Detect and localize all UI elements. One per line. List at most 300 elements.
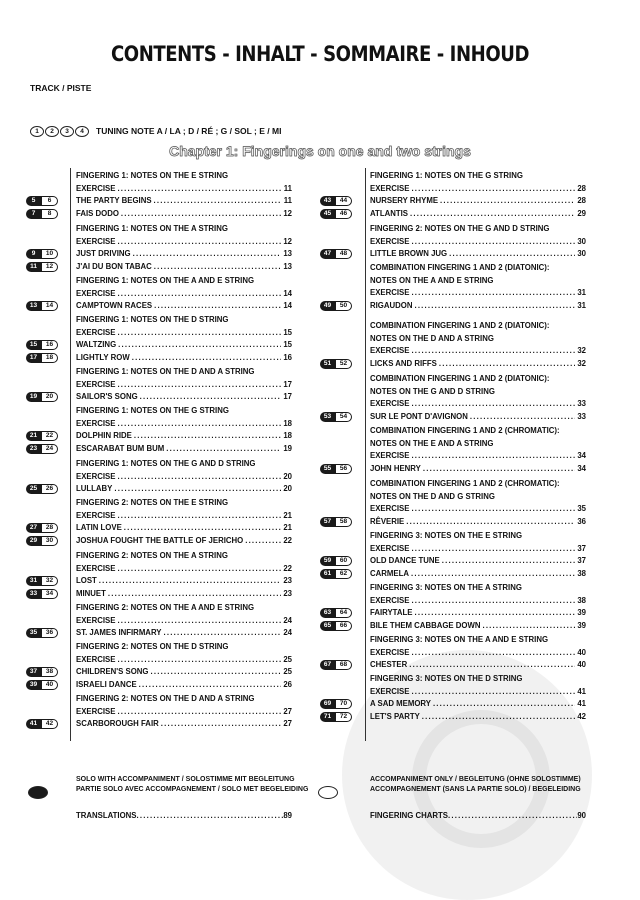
section-heading: FINGERING 1: NOTES ON THE G STRING	[76, 406, 229, 415]
entry-page: 30	[577, 249, 586, 258]
section-heading: FINGERING 1: NOTES ON THE D AND A STRING	[76, 367, 255, 376]
toc-section	[323, 673, 586, 723]
solo-track-number: 59	[320, 556, 335, 566]
accompaniment-track-number: 14	[41, 301, 58, 311]
leader-dots	[411, 450, 575, 463]
solo-track-number: 71	[320, 712, 335, 722]
toc-entry[interactable]	[31, 208, 292, 221]
solo-track-number: 11	[26, 262, 41, 272]
leader-dots	[124, 522, 282, 535]
accompaniment-track-number: 60	[335, 556, 352, 566]
tuning-note-text: TUNING NOTE A / LA ; D / RÉ ; G / SOL ; E / MI	[96, 126, 282, 136]
entry-page: 18	[283, 418, 292, 428]
entry-page: 20	[283, 471, 292, 481]
toc-section	[323, 634, 586, 672]
track-badge	[320, 196, 352, 206]
entry-title: BILE THEM CABBAGE DOWN	[370, 620, 481, 630]
leader-dots	[108, 588, 281, 601]
entry-title: EXERCISE	[370, 504, 410, 513]
toc-section	[323, 373, 586, 423]
toc-entry-translations[interactable]	[76, 810, 292, 822]
solo-track-number: 9	[26, 249, 41, 259]
track-badge	[320, 608, 352, 618]
entry-title: J'AI DU BON TABAC	[76, 261, 152, 271]
entry-title: EXERCISE	[76, 471, 116, 481]
toc-entry[interactable]	[31, 248, 292, 261]
leader-dots	[411, 595, 575, 608]
section-heading: FINGERING 3: NOTES ON THE A AND E STRING	[370, 635, 549, 644]
toc-section	[29, 641, 292, 691]
accompaniment-oval-icon	[318, 786, 338, 799]
toc-entry-fingering-charts[interactable]	[370, 810, 586, 822]
solo-track-number: 21	[26, 431, 41, 441]
track-badge	[320, 699, 352, 709]
accompaniment-track-number: 18	[41, 353, 58, 363]
entry-page: 37	[577, 543, 586, 553]
toc-section	[29, 275, 292, 313]
leader-dots	[139, 679, 282, 692]
solo-track-number: 51	[320, 359, 335, 369]
track-badge	[26, 719, 58, 729]
entry-page: 41	[577, 699, 586, 708]
track-badge	[320, 712, 352, 722]
entry-page: 11	[283, 196, 292, 205]
entry-title: EXERCISE	[370, 183, 410, 193]
entry-page: 15	[283, 340, 292, 349]
toc-entry[interactable]	[370, 450, 586, 463]
toc-entry[interactable]	[76, 654, 292, 667]
toc-section	[29, 550, 292, 600]
toc-entry[interactable]	[370, 503, 586, 516]
entry-page: 27	[283, 706, 292, 716]
toc-entry[interactable]	[29, 430, 292, 443]
entry-page: 18	[283, 431, 292, 440]
toc-entry[interactable]	[29, 443, 292, 456]
toc-section	[29, 497, 292, 547]
accompaniment-track-number: 36	[41, 628, 58, 638]
leader-dots	[482, 620, 575, 633]
legend-accompaniment	[370, 775, 581, 795]
entry-page: 30	[577, 236, 586, 246]
entry-title: EXERCISE	[370, 451, 410, 460]
entry-title: DOLPHIN RIDE	[76, 431, 132, 440]
toc-entry[interactable]	[29, 483, 292, 496]
leader-dots	[411, 686, 575, 699]
section-heading: FINGERING 1: NOTES ON THE A STRING	[76, 224, 228, 233]
section-heading: NOTES ON THE E AND A STRING	[370, 438, 494, 448]
leader-dots	[117, 288, 281, 301]
toc-entry[interactable]	[370, 686, 586, 699]
entry-title: EXERCISE	[76, 183, 116, 193]
toc-entry[interactable]	[76, 418, 292, 431]
entry-page: 21	[283, 523, 292, 532]
solo-track-number: 55	[320, 464, 335, 474]
entry-title: EXERCISE	[76, 615, 116, 625]
accompaniment-track-number: 48	[335, 249, 352, 259]
chapter-heading: Chapter 1: Fingerings on one and two strings	[169, 143, 471, 159]
toc-entry[interactable]	[323, 516, 586, 529]
leader-dots	[409, 659, 575, 672]
accompaniment-track-number: 10	[41, 249, 58, 259]
leader-dots	[414, 607, 575, 620]
entry-title: EXERCISE	[370, 288, 410, 297]
section-heading: FINGERING 2: NOTES ON THE E STRING	[76, 498, 229, 507]
accompaniment-track-number: 44	[335, 196, 352, 206]
track-number: 2	[45, 126, 59, 137]
leader-dots	[163, 627, 281, 640]
track-badge	[26, 340, 58, 350]
accompaniment-track-number: 56	[335, 464, 352, 474]
entry-page: 14	[283, 301, 292, 310]
entry-title: RIGAUDON	[370, 300, 413, 310]
entry-page: 33	[577, 411, 586, 421]
entry-title: EXERCISE	[76, 563, 116, 573]
solo-track-number: 39	[26, 680, 41, 690]
leader-dots	[442, 555, 576, 568]
toc-entry[interactable]	[29, 300, 292, 313]
toc-entry[interactable]	[29, 679, 292, 692]
toc-entry[interactable]	[76, 563, 292, 576]
leader-dots	[117, 563, 281, 576]
accompaniment-track-number: 70	[335, 699, 352, 709]
solo-track-number: 41	[26, 719, 41, 729]
track-badge	[26, 392, 58, 402]
toc-section	[323, 478, 586, 528]
leader-dots	[117, 706, 281, 719]
toc-section	[323, 262, 586, 312]
toc-entry[interactable]	[370, 236, 586, 249]
toc-entry[interactable]	[323, 607, 586, 620]
entry-page: 89	[283, 811, 292, 820]
solo-track-number: 15	[26, 340, 41, 350]
entry-title: EXERCISE	[76, 288, 116, 298]
toc-section	[323, 170, 586, 220]
entry-title: THE PARTY BEGINS	[76, 196, 152, 205]
entry-title: CHESTER	[370, 660, 408, 669]
legend-line: PARTIE SOLO AVEC ACCOMPAGNEMENT / SOLO MET BEGELEIDING	[76, 786, 309, 793]
accompaniment-track-number: 62	[335, 569, 352, 579]
toc-entry[interactable]	[76, 510, 292, 523]
leader-dots	[134, 430, 281, 443]
track-number: 4	[75, 126, 89, 137]
leader-dots	[117, 236, 281, 249]
leader-dots	[411, 183, 575, 196]
leader-dots	[411, 398, 575, 411]
leader-dots	[154, 300, 281, 313]
solo-track-number: 25	[26, 484, 41, 494]
toc-entry[interactable]	[76, 288, 292, 301]
entry-page: 42	[577, 711, 586, 721]
entry-page: 12	[283, 208, 292, 218]
entry-page: 28	[577, 183, 586, 193]
leader-dots	[411, 236, 575, 249]
leader-dots	[414, 300, 575, 313]
accompaniment-track-number: 24	[41, 444, 58, 454]
toc-entry[interactable]	[76, 327, 292, 340]
accompaniment-track-number: 28	[41, 523, 58, 533]
entry-title: EXERCISE	[76, 418, 116, 428]
solo-track-number: 33	[26, 589, 41, 599]
leader-dots	[411, 568, 575, 581]
toc-section	[323, 425, 586, 475]
solo-track-number: 7	[26, 209, 41, 219]
section-heading: FINGERING 1: NOTES ON THE A AND E STRING	[76, 276, 255, 285]
toc-entry[interactable]	[76, 471, 292, 484]
track-badge	[26, 484, 58, 494]
entry-title: FAIS DODO	[76, 208, 119, 218]
section-heading: COMBINATION FINGERING 1 AND 2 (CHROMATIC):	[370, 426, 560, 435]
entry-page: 25	[283, 654, 292, 664]
toc-entry[interactable]	[323, 463, 586, 476]
solo-track-number: 5	[26, 196, 41, 206]
section-heading: FINGERING 2: NOTES ON THE D STRING	[76, 642, 229, 651]
solo-track-number: 35	[26, 628, 41, 638]
toc-entry[interactable]	[323, 711, 586, 724]
section-heading: FINGERING 2: NOTES ON THE A STRING	[76, 551, 228, 560]
entry-title: EXERCISE	[370, 595, 410, 605]
entry-title: ISRAELI DANCE	[76, 679, 137, 689]
entry-page: 24	[283, 615, 292, 625]
entry-page: 38	[577, 568, 586, 578]
accompaniment-track-number: 12	[41, 262, 58, 272]
leader-dots	[470, 411, 575, 424]
accompaniment-track-number: 46	[335, 209, 352, 219]
section-heading: COMBINATION FINGERING 1 AND 2 (DIATONIC):	[370, 321, 550, 330]
toc-entry[interactable]	[370, 287, 586, 300]
entry-title: LITTLE BROWN JUG	[370, 249, 448, 258]
entry-title: JOHN HENRY	[370, 463, 421, 473]
leader-dots	[140, 391, 282, 404]
accompaniment-track-number: 42	[41, 719, 58, 729]
track-badge	[26, 576, 58, 586]
toc-section	[29, 314, 292, 364]
solo-track-number: 67	[320, 660, 335, 670]
accompaniment-track-number: 68	[335, 660, 352, 670]
column-divider	[365, 168, 366, 741]
entry-title: EXERCISE	[370, 236, 410, 246]
solo-track-number: 57	[320, 517, 335, 527]
entry-page: 12	[283, 236, 292, 246]
entry-title: CAMPTOWN RACES	[76, 301, 153, 310]
leader-dots	[133, 248, 282, 261]
accompaniment-track-number: 20	[41, 392, 58, 402]
toc-entry[interactable]	[323, 659, 586, 672]
toc-section	[29, 693, 292, 731]
entry-page: 22	[283, 535, 292, 545]
entry-page: 32	[577, 358, 586, 368]
accompaniment-track-number: 72	[335, 712, 352, 722]
toc-section	[30, 223, 292, 273]
toc-entry[interactable]	[76, 236, 292, 249]
toc-entry[interactable]	[76, 615, 292, 628]
track-badge	[320, 556, 352, 566]
toc-entry[interactable]	[370, 345, 586, 358]
toc-entry[interactable]	[29, 588, 292, 601]
toc-entry[interactable]	[370, 398, 586, 411]
toc-entry[interactable]	[31, 195, 292, 208]
leader-dots	[411, 543, 575, 556]
section-heading: NOTES ON THE A AND E STRING	[370, 275, 494, 285]
accompaniment-track-number: 34	[41, 589, 58, 599]
toc-entry[interactable]	[323, 620, 586, 633]
toc-section	[29, 602, 292, 640]
toc-entry[interactable]	[29, 352, 292, 365]
toc-entry[interactable]	[323, 248, 586, 261]
entry-title: EXERCISE	[76, 654, 116, 664]
toc-entry[interactable]	[30, 261, 292, 274]
toc-entry[interactable]	[370, 543, 586, 556]
leader-dots	[117, 471, 281, 484]
entry-title: EXERCISE	[370, 346, 410, 355]
solo-track-number: 19	[26, 392, 41, 402]
leader-dots	[117, 615, 281, 628]
section-heading: FINGERING 1: NOTES ON THE E STRING	[76, 171, 229, 180]
entry-title: ATLANTIS	[370, 208, 408, 218]
accompaniment-track-number: 16	[41, 340, 58, 350]
page-title: CONTENTS - INHALT - SOMMAIRE - INHOUD	[110, 42, 530, 66]
accompaniment-track-number: 6	[41, 196, 58, 206]
leader-dots	[114, 483, 281, 496]
track-badge	[320, 249, 352, 259]
leader-dots	[117, 510, 281, 523]
entry-page: 36	[577, 516, 586, 526]
section-heading: COMBINATION FINGERING 1 AND 2 (DIATONIC):	[370, 263, 550, 272]
toc-entry[interactable]	[370, 183, 586, 196]
accompaniment-track-number: 66	[335, 621, 352, 631]
tuning-note-row	[30, 125, 281, 137]
toc-entry[interactable]	[29, 718, 292, 731]
entry-title: LIGHTLY ROW	[76, 352, 130, 362]
track-badge	[320, 301, 352, 311]
toc-entry[interactable]	[323, 208, 586, 221]
toc-entry[interactable]	[323, 555, 586, 568]
entry-title: TRANSLATIONS	[76, 811, 137, 820]
toc-section	[29, 405, 292, 455]
leader-dots	[150, 666, 281, 679]
leader-dots	[166, 443, 281, 456]
accompaniment-track-number: 22	[41, 431, 58, 441]
entry-page: 39	[577, 620, 586, 630]
section-heading: COMBINATION FINGERING 1 AND 2 (CHROMATIC):	[370, 479, 560, 488]
toc-entry[interactable]	[370, 595, 586, 608]
entry-page: 27	[283, 719, 292, 728]
entry-page: 15	[283, 327, 292, 337]
section-heading: FINGERING 3: NOTES ON THE E STRING	[370, 531, 523, 540]
leader-dots	[117, 183, 281, 196]
entry-page: 14	[283, 288, 292, 298]
entry-page: 17	[283, 392, 292, 401]
solo-track-number: 29	[26, 536, 41, 546]
entry-page: 34	[577, 451, 586, 460]
entry-page: 25	[283, 667, 292, 676]
entry-title: LET'S PARTY	[370, 711, 420, 721]
accompaniment-track-number: 8	[41, 209, 58, 219]
toc-entry[interactable]	[76, 183, 292, 196]
toc-entry[interactable]	[323, 411, 586, 424]
track-badge	[26, 680, 58, 690]
leader-dots	[411, 647, 575, 660]
accompaniment-track-number: 26	[41, 484, 58, 494]
leader-dots	[411, 287, 575, 300]
column-divider	[70, 168, 71, 741]
accompaniment-track-number: 64	[335, 608, 352, 618]
track-badge	[320, 621, 352, 631]
solo-track-number: 61	[320, 569, 335, 579]
solo-track-number: 63	[320, 608, 335, 618]
entry-page: 13	[283, 261, 292, 271]
entry-title: CHILDREN'S SONG	[76, 667, 149, 676]
entry-title: ST. JAMES INFIRMARY	[76, 628, 162, 637]
toc-entry[interactable]	[29, 339, 292, 352]
track-badge	[26, 431, 58, 441]
entry-page: 31	[577, 300, 586, 310]
track-badge	[320, 359, 352, 369]
toc-entry[interactable]	[323, 195, 586, 208]
section-heading: NOTES ON THE G AND D STRING	[370, 386, 495, 396]
section-heading: FINGERING 1: NOTES ON THE D STRING	[76, 315, 229, 324]
leader-dots	[117, 418, 281, 431]
entry-page: 31	[577, 288, 586, 297]
toc-entry[interactable]	[29, 391, 292, 404]
leader-dots	[422, 711, 576, 724]
leader-dots	[411, 503, 575, 516]
legend-line: ACCOMPANIMENT ONLY / BEGLEITUNG (OHNE SOLOSTIMME)	[370, 776, 581, 783]
leader-dots	[410, 208, 575, 221]
toc-section	[31, 170, 292, 220]
entry-title: JOSHUA FOUGHT THE BATTLE OF JERICHO	[76, 535, 244, 545]
section-heading: COMBINATION FINGERING 1 AND 2 (DIATONIC):	[370, 374, 550, 383]
track-badge	[26, 249, 58, 259]
toc-entry[interactable]	[29, 627, 292, 640]
toc-entry[interactable]	[323, 568, 586, 581]
leader-dots	[99, 575, 282, 588]
toc-entry[interactable]	[323, 300, 586, 313]
toc-entry[interactable]	[29, 575, 292, 588]
toc-entry[interactable]	[323, 358, 586, 371]
leader-dots	[423, 463, 575, 476]
section-heading: FINGERING 2: NOTES ON THE A AND E STRING	[76, 603, 255, 612]
leader-dots	[154, 195, 282, 208]
entry-page: 29	[577, 208, 586, 218]
toc-entry[interactable]	[29, 522, 292, 535]
entry-title: FAIRYTALE	[370, 608, 413, 617]
solo-track-number: 43	[320, 196, 335, 206]
solo-track-number: 17	[26, 353, 41, 363]
toc-entry[interactable]	[29, 666, 292, 679]
entry-title: EXERCISE	[76, 510, 116, 520]
accompaniment-track-number: 38	[41, 667, 58, 677]
solo-track-number: 49	[320, 301, 335, 311]
entry-page: 13	[283, 249, 292, 258]
toc-entry[interactable]	[29, 535, 292, 548]
toc-entry[interactable]	[323, 698, 586, 711]
entry-title: LULLABY	[76, 484, 113, 493]
accompaniment-track-number: 40	[41, 680, 58, 690]
leader-dots	[161, 718, 282, 731]
leader-dots	[433, 698, 575, 711]
accompaniment-track-number: 54	[335, 412, 352, 422]
entry-page: 16	[283, 352, 292, 362]
track-badge	[26, 628, 58, 638]
entry-page: 23	[283, 588, 292, 598]
track-number: 1	[30, 126, 44, 137]
track-badge	[26, 589, 58, 599]
toc-entry[interactable]	[370, 647, 586, 660]
toc-entry[interactable]	[76, 379, 292, 392]
toc-entry[interactable]	[76, 706, 292, 719]
track-badge	[320, 569, 352, 579]
entry-page: 11	[283, 183, 292, 193]
